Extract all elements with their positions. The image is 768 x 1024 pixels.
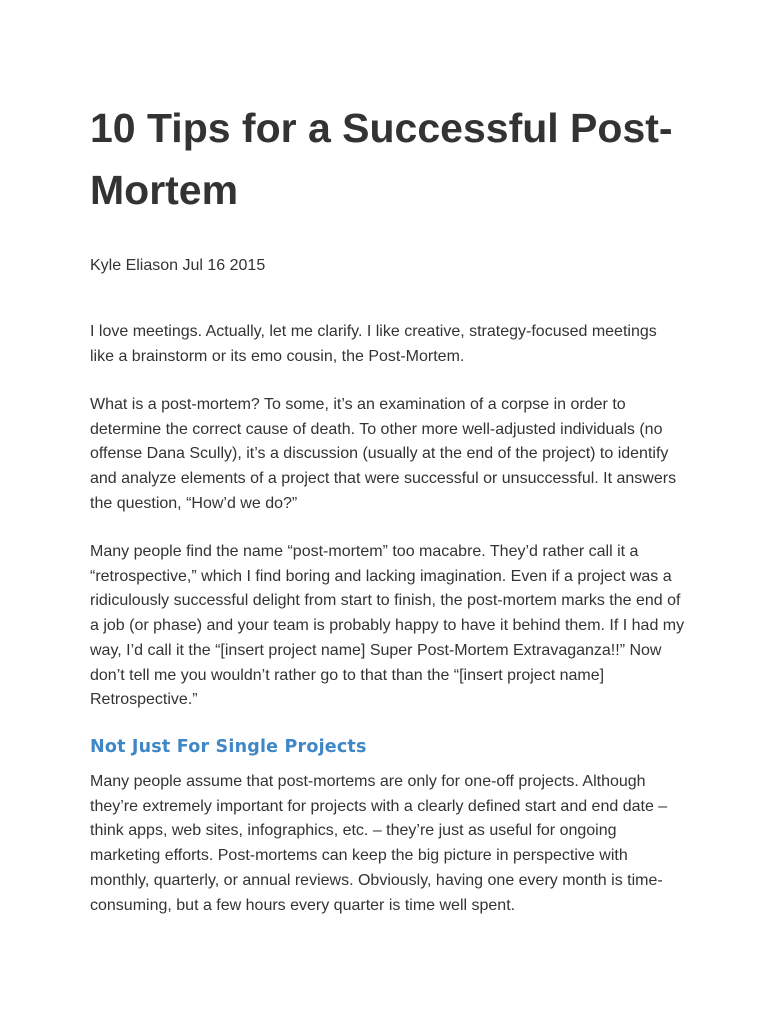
article-paragraph: Many people find the name “post-mortem” too macabre. They’d rather call it a “retrospective,” which I find boring and lacking imagination. Even if a project was a ridiculously successful delight from start to finish, the post-mortem marks the end of a job (or phase) and your team is probably happy to have it behind them. If I had my way, I’d call it the “[insert project name] Super Post-Mortem Extravaganza!!” Now don’t tell me you wouldn’t rather go to that than the “[insert project name] Retrospective.”	[90, 543, 685, 709]
article-byline: Kyle Eliason Jul 16 2015	[90, 257, 266, 274]
section-paragraph: Many people assume that post-mortems are only for one-off projects. Although they’re extremely important for projects with a clearly defined start and end date – think apps, web sites, infographics, etc. – they’re just as useful for ongoing marketing efforts. Post-mortems can keep the big picture in perspective with monthly, quarterly, or annual reviews. Obviously, having one every month is time-consuming, but a few hours every quarter is time well spent.	[90, 773, 668, 914]
article-title: 10 Tips for a Successful Post-Mortem	[90, 105, 673, 213]
article-paragraph: I love meetings. Actually, let me clarify. I like creative, strategy-focused meetings like a brainstorm or its emo cousin, the Post-Mortem.	[90, 323, 657, 365]
article-paragraph: What is a post-mortem? To some, it’s an examination of a corpse in order to determine the correct cause of death. To other more well-adjusted individuals (no offense Dana Scully), it’s a discussion (usually at the end of the project) to identify and analyze elements of a project that were successful or unsuccessful. It answers the question, “How’d we do?”	[90, 396, 677, 512]
section-heading: Not Just For Single Projects	[90, 737, 367, 757]
